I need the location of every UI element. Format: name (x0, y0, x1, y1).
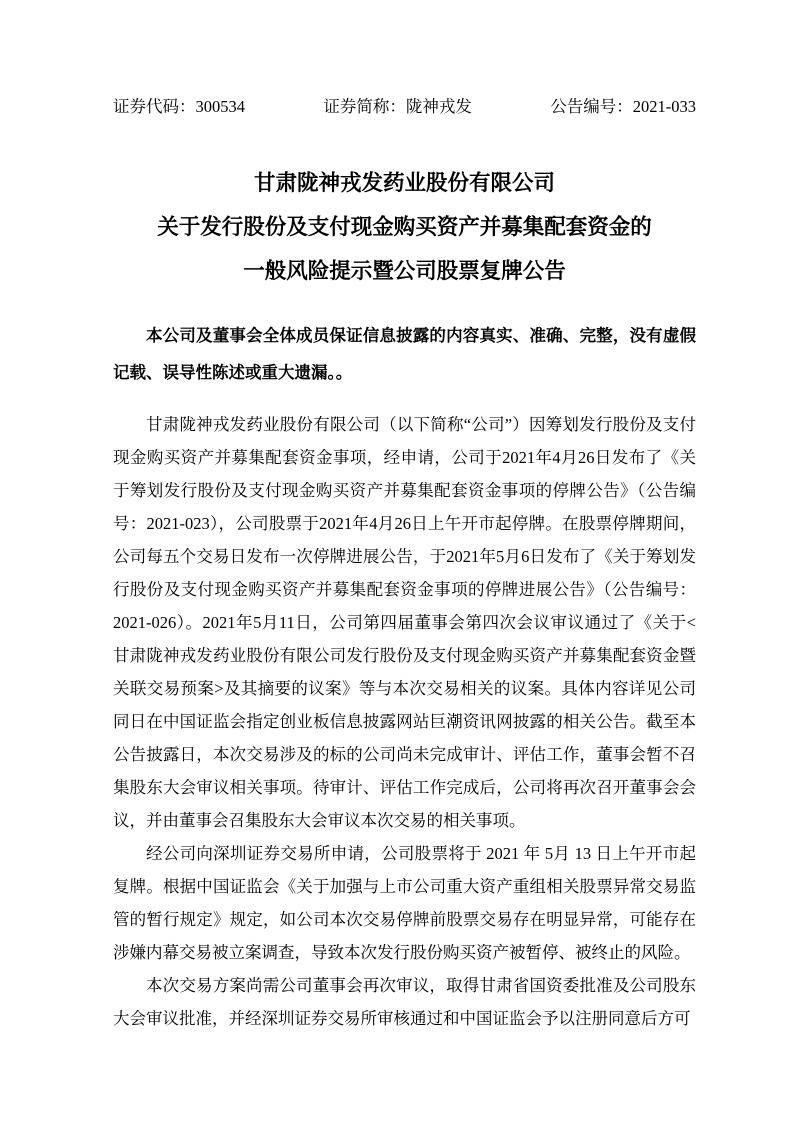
stock-code: 证券代码：300534 (113, 97, 245, 116)
paragraph-approval-requirements: 本次交易方案尚需公司董事会再次审议，取得甘肃省国资委批准及公司股东大会审议批准，并经深圳证券交易所审核通过和中国证监会予以注册同意后方可 (113, 976, 696, 1028)
document-title (113, 161, 696, 293)
board-guarantee-statement: 本公司及董事会全体成员保证信息披露的内容真实、准确、完整，没有虚假记载、误导性陈述或重大遗漏。。 (113, 326, 696, 382)
paragraph-resumption-risk: 经公司向深圳证券交易所申请，公司股票将于 2021 年 5月 13 日上午开市起复牌。根据中国证监会《关于加强与上市公司重大资产重组相关股票异常交易监管的暂行规定》规定，如公司本次交易停牌前股票交易存在明显异常，可能存在涉嫌内幕交易被立案调查，导致本次发行股份购买资产被暂停、被终止的风险。 (113, 844, 696, 962)
announcement-number: 公告编号：2021-033 (550, 97, 696, 116)
title-company-name: 甘肃陇神戎发药业股份有限公司 (253, 171, 555, 195)
securities-header (113, 97, 696, 117)
title-announcement-type: 一般风险提示暨公司股票复牌公告 (243, 259, 566, 283)
paragraph-suspension-history: 甘肃陇神戎发药业股份有限公司（以下简称“公司”）因筹划发行股份及支付现金购买资产并募集配套资金事项，经申请，公司于2021年4月26日发布了《关于筹划发行股份及支付现金购买资产并募集配套资金事项的停牌公告》（公告编号：2021-023），公司股票于2021年4月26日上午开市起停牌。在股票停牌期间，公司每五个交易日发布一次停牌进展公告，于2021年5月6日发布了《关于筹划发行股份及支付现金购买资产并募集配套资金事项的停牌进展公告》（公告编号：2021-026）。2021年5月11日，公司第四届董事会第四次会议审议通过了《关于<甘肃陇神戎发药业股份有限公司发行股份及支付现金购买资产并募集配套资金暨关联交易预案>及其摘要的议案》等与本次交易相关的议案。具体内容详见公司同日在中国证监会指定创业板信息披露网站巨潮资讯网披露的相关公告。截至本公告披露日，本次交易涉及的标的公司尚未完成审计、评估工作，董事会暂不召集股东大会审议相关事项。待审计、评估工作完成后，公司将再次召开董事会会议，并由董事会召集股东大会审议本次交易的相关事项。 (113, 415, 696, 830)
title-subject-line: 关于发行股份及支付现金购买资产并募集配套资金的 (157, 215, 652, 239)
announcement-body (113, 408, 696, 1035)
stock-abbreviation: 证券简称：陇神戎发 (323, 97, 472, 116)
